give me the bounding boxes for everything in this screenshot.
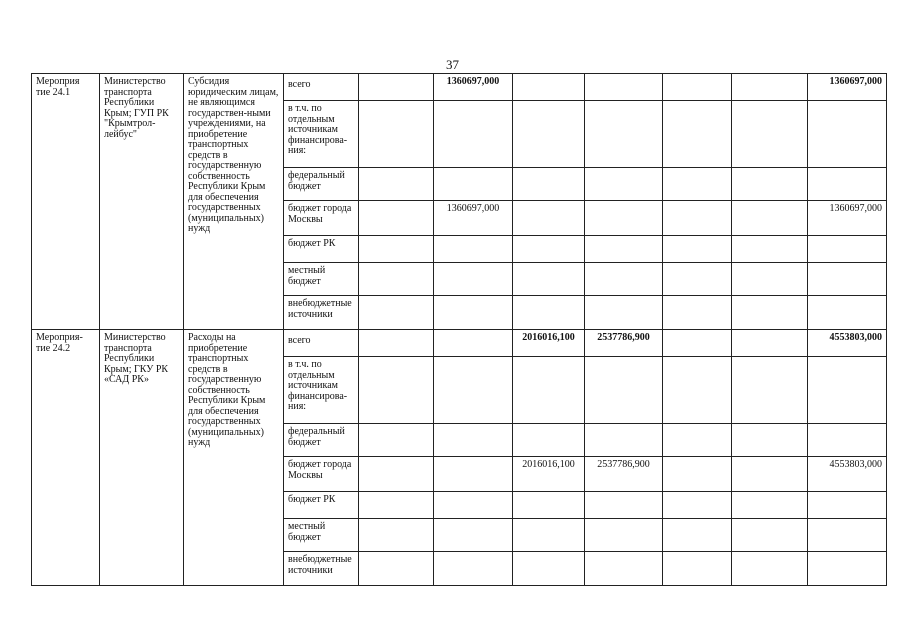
amount-cell	[434, 330, 513, 357]
amount-cell	[513, 552, 585, 586]
amount-cell	[663, 457, 732, 492]
measure-total-row	[32, 330, 887, 357]
amount-cell	[663, 74, 732, 101]
amount-cell	[732, 552, 808, 586]
amount-cell	[359, 168, 434, 201]
amount-cell	[732, 101, 808, 168]
amount-cell	[359, 457, 434, 492]
amount-cell	[732, 424, 808, 457]
total-amount-cell: 1360697,000	[808, 201, 887, 236]
amount-cell	[732, 296, 808, 330]
amount-cell	[513, 296, 585, 330]
amount-cell	[513, 424, 585, 457]
amount-cell	[585, 236, 663, 263]
amount-cell	[585, 168, 663, 201]
measure-total-row	[32, 74, 887, 101]
amount-cell	[732, 263, 808, 296]
amount-cell	[434, 552, 513, 586]
amount-cell	[663, 519, 732, 552]
funding-source-label: в т.ч. по отдельным источникам финансирова-ния:	[284, 101, 359, 168]
total-amount-cell	[808, 492, 887, 519]
measure-description: Субсидия юридическим лицам, не являющимся государствен-ными учреждениями, на приобретение транспортных средств в государственную собственность Республики Крым для обеспечения государственных (муниципальных) нужд	[184, 74, 284, 330]
total-amount-cell: 1360697,000	[808, 74, 887, 101]
amount-cell	[513, 74, 585, 101]
amount-cell	[359, 492, 434, 519]
total-amount-cell	[808, 519, 887, 552]
measure-executor: Министерство транспорта Республики Крым; ГУП РК "Крымтрол-лейбус"	[100, 74, 184, 330]
amount-cell	[663, 552, 732, 586]
amount-cell	[585, 552, 663, 586]
amount-cell	[663, 168, 732, 201]
amount-cell: 1360697,000	[434, 201, 513, 236]
total-amount-cell	[808, 101, 887, 168]
total-amount-cell	[808, 552, 887, 586]
amount-cell	[434, 519, 513, 552]
amount-cell	[513, 101, 585, 168]
amount-cell	[663, 236, 732, 263]
amount-cell	[663, 357, 732, 424]
amount-cell	[585, 263, 663, 296]
total-amount-cell	[808, 168, 887, 201]
amount-cell: 2537786,900	[585, 457, 663, 492]
amount-cell	[359, 236, 434, 263]
amount-cell	[434, 424, 513, 457]
amount-cell	[732, 168, 808, 201]
total-amount-cell	[808, 357, 887, 424]
amount-cell	[513, 201, 585, 236]
amount-cell	[359, 330, 434, 357]
amount-cell	[732, 519, 808, 552]
amount-cell	[732, 74, 808, 101]
measure-description: Расходы на приобретение транспортных средств в государственную собственность Республики Крым для обеспечения государственных (муниципальных) нужд	[184, 330, 284, 586]
measure-number: Мероприя тие 24.1	[32, 74, 100, 330]
amount-cell	[585, 101, 663, 168]
funding-source-label: бюджет города Москвы	[284, 457, 359, 492]
funding-source-label: внебюджетные источники	[284, 552, 359, 586]
amount-cell	[585, 357, 663, 424]
total-amount-cell	[808, 263, 887, 296]
amount-cell	[359, 424, 434, 457]
amount-cell	[513, 236, 585, 263]
funding-source-label: федеральный бюджет	[284, 424, 359, 457]
amount-cell	[434, 357, 513, 424]
amount-cell	[434, 168, 513, 201]
amount-cell	[359, 74, 434, 101]
total-amount-cell: 4553803,000	[808, 330, 887, 357]
amount-cell	[359, 357, 434, 424]
amount-cell	[359, 263, 434, 296]
funding-source-label: всего	[284, 330, 359, 357]
measure-executor: Министерство транспорта Республики Крым; ГКУ РК «САД РК»	[100, 330, 184, 586]
funding-source-label: внебюджетные источники	[284, 296, 359, 330]
funding-source-label: местный бюджет	[284, 519, 359, 552]
amount-cell	[585, 519, 663, 552]
amount-cell	[732, 492, 808, 519]
amount-cell	[513, 168, 585, 201]
amount-cell	[732, 330, 808, 357]
page-number: 37	[446, 57, 459, 72]
amount-cell	[732, 457, 808, 492]
amount-cell	[359, 296, 434, 330]
funding-source-label: в т.ч. по отдельным источникам финансирова-ния:	[284, 357, 359, 424]
total-amount-cell: 4553803,000	[808, 457, 887, 492]
amount-cell: 2016016,100	[513, 330, 585, 357]
amount-cell	[359, 552, 434, 586]
amount-cell	[359, 101, 434, 168]
amount-cell	[359, 519, 434, 552]
amount-cell	[585, 74, 663, 101]
funding-source-label: местный бюджет	[284, 263, 359, 296]
amount-cell	[434, 492, 513, 519]
amount-cell	[663, 492, 732, 519]
amount-cell	[585, 424, 663, 457]
amount-cell	[663, 330, 732, 357]
total-amount-cell	[808, 296, 887, 330]
funding-source-label: бюджет города Москвы	[284, 201, 359, 236]
amount-cell	[663, 263, 732, 296]
amount-cell	[732, 236, 808, 263]
funding-source-label: бюджет РК	[284, 492, 359, 519]
amount-cell	[434, 236, 513, 263]
funding-source-label: федеральный бюджет	[284, 168, 359, 201]
amount-cell	[513, 492, 585, 519]
amount-cell	[513, 357, 585, 424]
amount-cell	[732, 201, 808, 236]
amount-cell	[585, 492, 663, 519]
total-amount-cell	[808, 236, 887, 263]
amount-cell	[434, 457, 513, 492]
amount-cell	[434, 263, 513, 296]
amount-cell: 2537786,900	[585, 330, 663, 357]
amount-cell	[585, 296, 663, 330]
funding-source-label: всего	[284, 74, 359, 101]
amount-cell	[663, 101, 732, 168]
amount-cell	[434, 296, 513, 330]
amount-cell	[359, 201, 434, 236]
amount-cell	[732, 357, 808, 424]
amount-cell	[513, 263, 585, 296]
amount-cell	[513, 519, 585, 552]
amount-cell: 1360697,000	[434, 74, 513, 101]
amount-cell: 2016016,100	[513, 457, 585, 492]
amount-cell	[434, 101, 513, 168]
funding-source-label: бюджет РК	[284, 236, 359, 263]
amount-cell	[585, 201, 663, 236]
amount-cell	[663, 296, 732, 330]
amount-cell	[663, 201, 732, 236]
amount-cell	[663, 424, 732, 457]
total-amount-cell	[808, 424, 887, 457]
budget-table	[31, 73, 887, 586]
measure-number: Мероприя-тие 24.2	[32, 330, 100, 586]
